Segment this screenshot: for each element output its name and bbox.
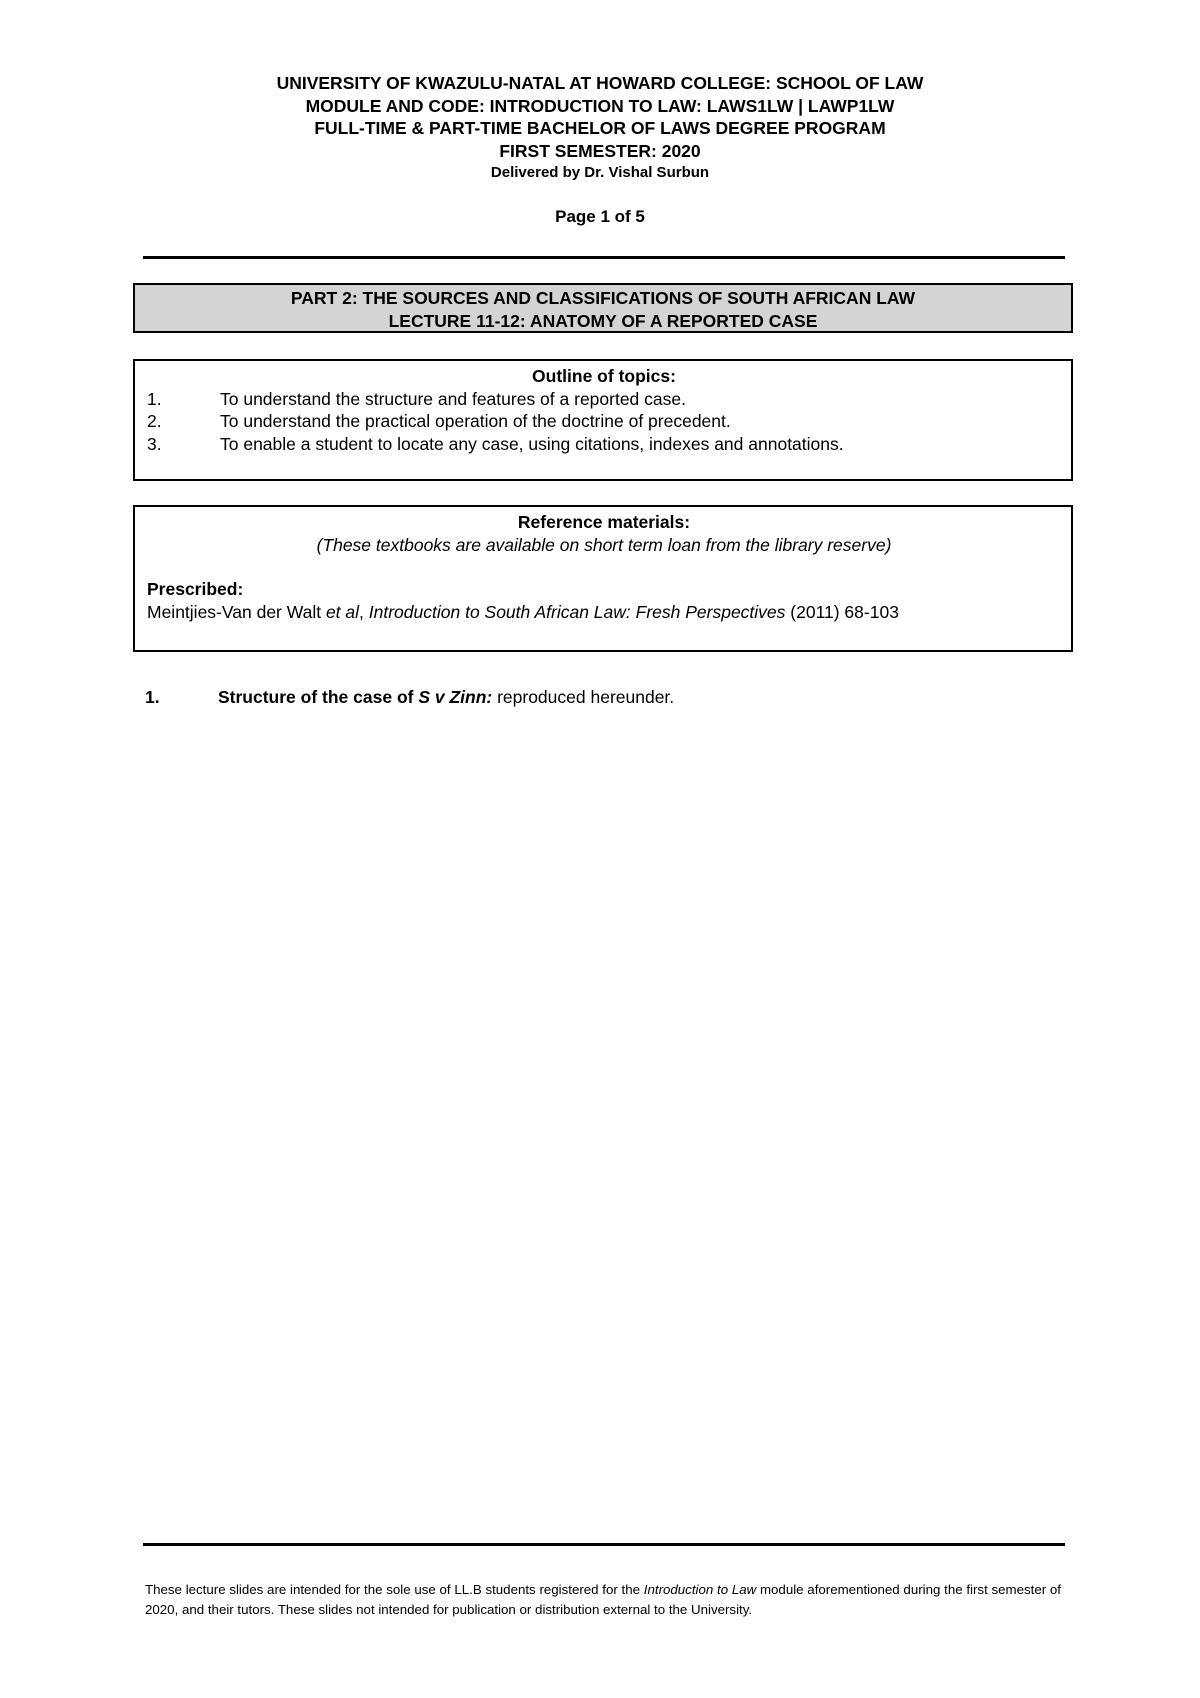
list-item	[147, 388, 1061, 411]
list-item	[147, 410, 1061, 433]
footer-module-name: Introduction to Law	[643, 1582, 757, 1597]
reference-box	[133, 505, 1073, 652]
list-item-number: 2.	[147, 411, 162, 431]
citation-year-pages: (2011) 68-103	[785, 601, 899, 622]
document-header	[0, 72, 1200, 229]
header-university: UNIVERSITY OF KWAZULU-NATAL AT HOWARD COLLEGE: SCHOOL OF LAW	[276, 73, 924, 93]
section-rest: reproduced hereunder.	[492, 687, 675, 707]
prescribed-citation	[147, 601, 1061, 624]
list-item-number: 1.	[147, 388, 162, 409]
list-item	[147, 433, 1061, 456]
citation-separator: ,	[359, 601, 369, 622]
reference-subtitle: (These textbooks are available on short term loan from the library reserve)	[316, 534, 892, 555]
reference-title: Reference materials:	[517, 512, 691, 532]
footer-disclaimer	[145, 1580, 1061, 1619]
list-item-text: To understand the practical operation of the doctrine of precedent.	[220, 411, 731, 431]
footer-text-end: module aforementioned during the first semester of 2020, and their tutors. These slides not intended for publication or distribution external to the University.	[145, 1582, 1062, 1617]
citation-author: Meintjies-Van der Walt	[147, 601, 326, 622]
header-module-code: MODULE AND CODE: INTRODUCTION TO LAW: LAWS1LW | LAWP1LW	[305, 95, 895, 116]
page-number: Page 1 of 5	[555, 207, 645, 226]
header-delivered-by: Delivered by Dr. Vishal Surbun	[490, 164, 710, 181]
list-item-text: To understand the structure and features of a reported case.	[220, 388, 686, 409]
section-text	[218, 686, 674, 708]
prescribed-label: Prescribed:	[147, 579, 244, 599]
citation-et-al: et al	[325, 601, 360, 622]
outline-title: Outline of topics:	[532, 366, 676, 386]
section-number: 1.	[145, 687, 160, 707]
header-program: FULL-TIME & PART-TIME BACHELOR OF LAWS DEGREE PROGRAM	[314, 118, 886, 138]
top-divider	[143, 256, 1065, 259]
case-name: S v Zinn:	[418, 687, 493, 707]
header-semester: FIRST SEMESTER: 2020	[499, 140, 701, 161]
list-item-number: 3.	[147, 433, 162, 454]
part-title: PART 2: THE SOURCES AND CLASSIFICATIONS OF SOUTH AFRICAN LAW	[290, 288, 916, 308]
footer-text-start: These lecture slides are intended for the sole use of LL.B students registered for the	[145, 1582, 644, 1597]
part-title-box	[133, 283, 1073, 333]
outline-box	[133, 359, 1073, 481]
section-heading	[145, 686, 674, 708]
bottom-divider	[143, 1543, 1065, 1546]
citation-book-title: Introduction to South African Law: Fresh Perspectives	[368, 601, 786, 622]
section-lead: Structure of the case of	[218, 687, 419, 707]
list-item-text: To enable a student to locate any case, using citations, indexes and annotations.	[220, 433, 844, 454]
lecture-title: LECTURE 11-12: ANATOMY OF A REPORTED CASE	[388, 311, 818, 331]
